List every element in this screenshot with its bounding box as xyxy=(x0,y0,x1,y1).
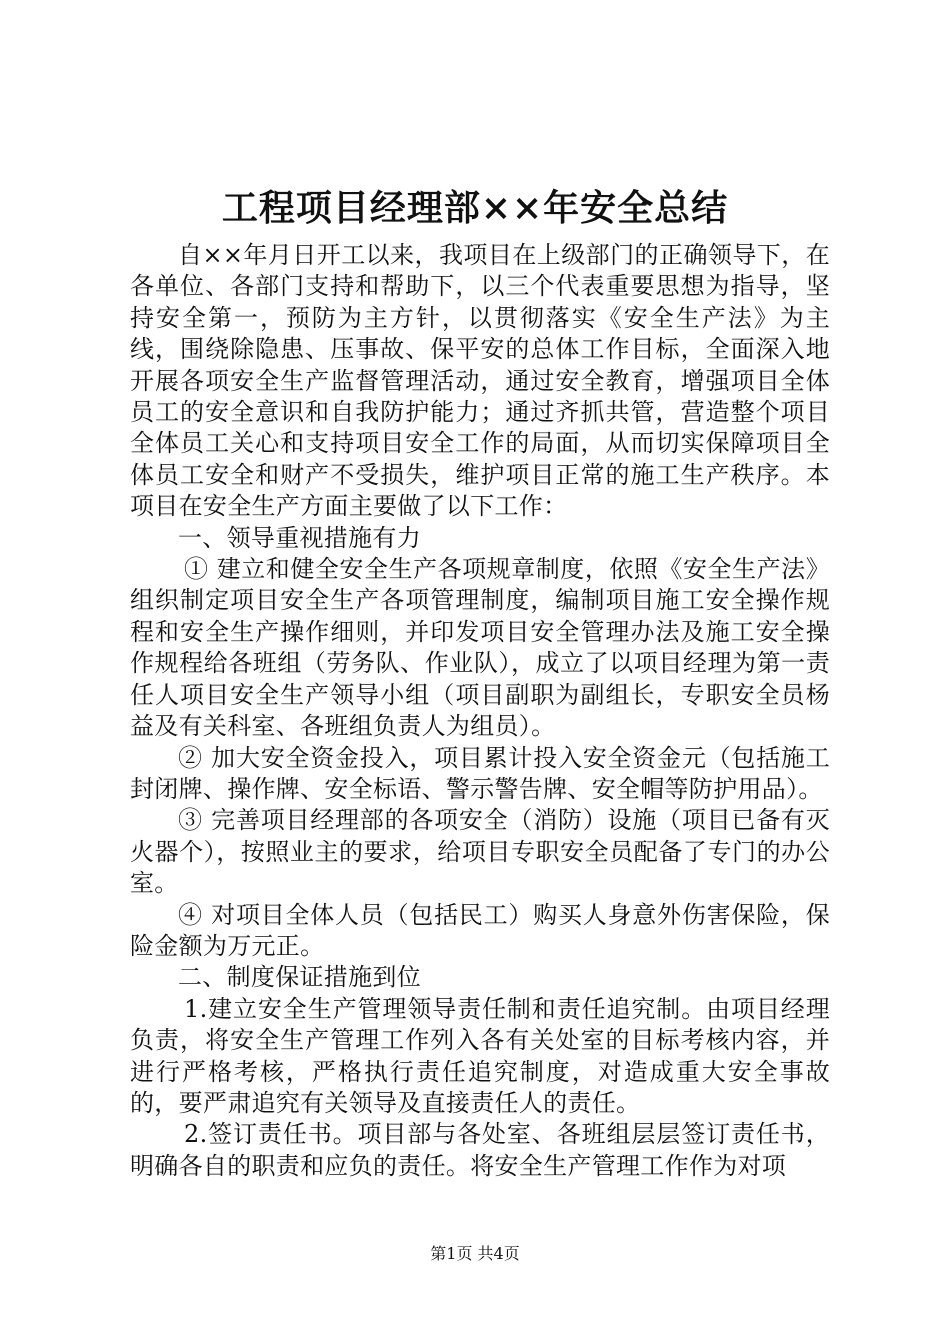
numbered-item-1: 1.建立安全生产管理领导责任制和责任追究制。由项目经理负责，将安全生产管理工作列入各有关处室的目标考核内容，并进行严格考核，严格执行责任追究制度，对造成重大安全事故的，要严肃追究有关领导及直接责任人的责任。 xyxy=(130,994,830,1117)
list-item-3: ③ 完善项目经理部的各项安全（消防）设施（项目已备有灭火器个），按照业主的要求，给项目专职安全员配备了专门的办公室。 xyxy=(130,806,830,898)
document-body xyxy=(130,240,830,1182)
list-item-1: ① 建立和健全安全生产各项规章制度，依照《安全生产法》组织制定项目安全生产各项管理制度，编制项目施工安全操作规程和安全生产操作细则，并印发项目安全管理办法及施工安全操作规程给各班组（劳务队、作业队），成立了以项目经理为第一责任人项目安全生产领导小组（项目副职为副组长，专职安全员杨益及有关科室、各班组负责人为组员）。 xyxy=(130,555,830,741)
list-item-2: ② 加大安全资金投入，项目累计投入安全资金元（包括施工封闭牌、操作牌、安全标语、警示警告牌、安全帽等防护用品）。 xyxy=(130,743,830,803)
intro-paragraph: 自××年月日开工以来，我项目在上级部门的正确领导下，在各单位、各部门支持和帮助下，以三个代表重要思想为指导，坚持安全第一，预防为主方针，以贯彻落实《安全生产法》为主线，围绕除隐患、压事故、保平安的总体工作目标，全面深入地开展各项安全生产监督管理活动，通过安全教育，增强项目全体员工的安全意识和自我防护能力；通过齐抓共管，营造整个项目全体员工关心和支持项目安全工作的局面，从而切实保障项目全体员工安全和财产不受损失，维护项目正常的施工生产秩序。本项目在安全生产方面主要做了以下工作： xyxy=(130,241,830,521)
page-footer: 第1页 共4页 xyxy=(430,1244,520,1263)
list-item-4: ④ 对项目全体人员（包括民工）购买人身意外伤害保险，保险金额为万元正。 xyxy=(130,900,830,960)
section-heading-2: 二、制度保证措施到位 xyxy=(178,963,421,992)
section-heading-1: 一、领导重视措施有力 xyxy=(178,523,421,552)
numbered-item-2: 2.签订责任书。项目部与各处室、各班组层层签订责任书，明确各自的职责和应负的责任。将安全生产管理工作作为对项 xyxy=(130,1120,830,1180)
document-title: 工程项目经理部××年安全总结 xyxy=(221,187,729,229)
